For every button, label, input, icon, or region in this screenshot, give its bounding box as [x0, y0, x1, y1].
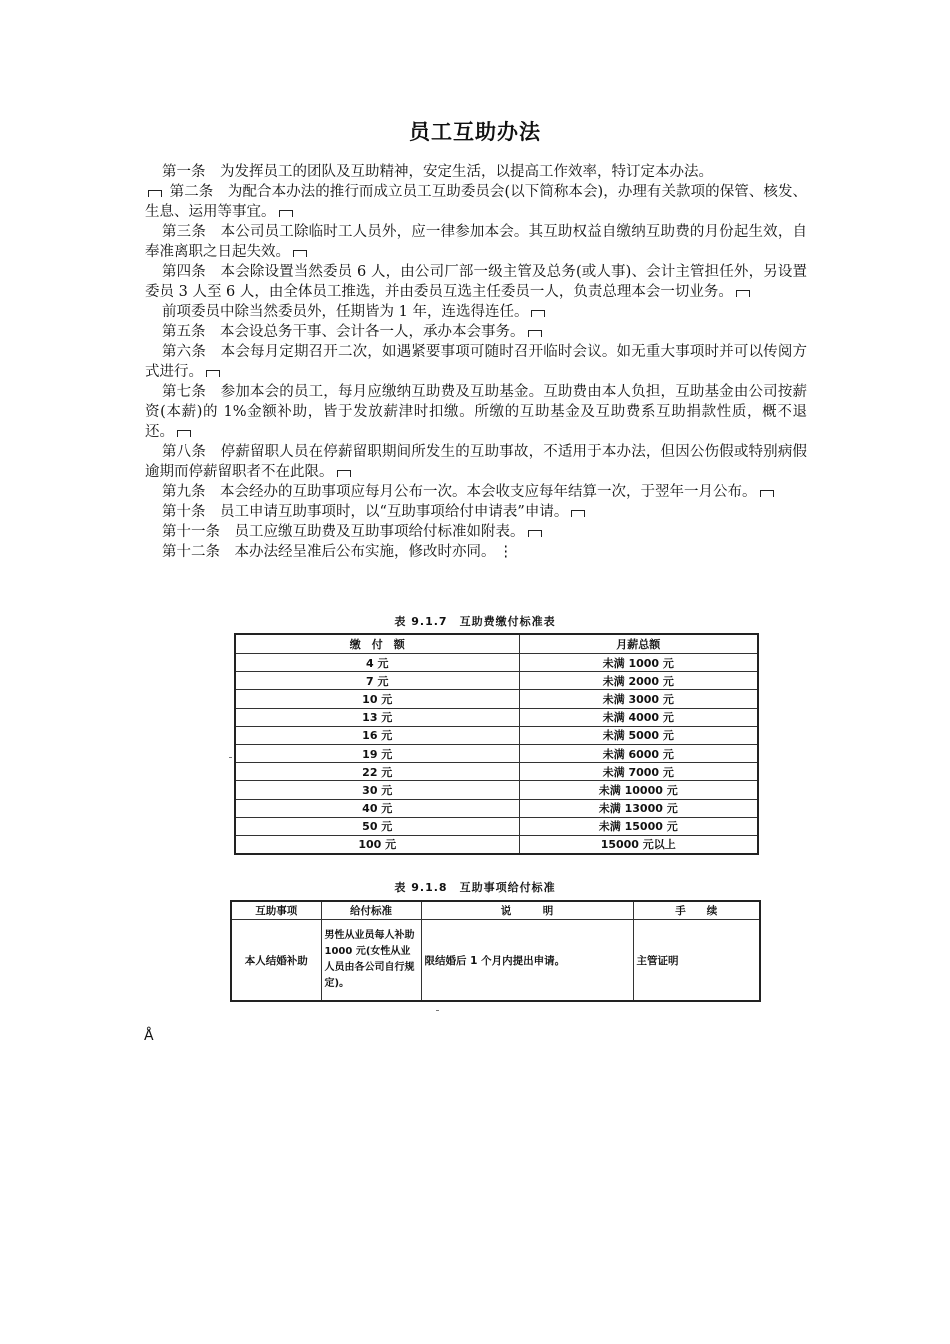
contribution-standard-table [234, 633, 759, 855]
benefit-standard-table [230, 900, 761, 1002]
article-1: 第一条 为发挥员工的团队及互助精神，安定生活，以提高工作效率，特订定本办法。 [162, 164, 713, 180]
article-body [145, 162, 807, 562]
table-cell: 未满 15000 元 [519, 817, 758, 835]
article-10: 第十条 员工申请互助事项时，以“互助事项给付申请表”申请。 [145, 502, 807, 522]
paragraph-mark-icon [177, 430, 191, 437]
paragraph-mark-icon [528, 330, 542, 337]
article-9: 第九条 本会经办的互助事项应每月公布一次。本会收支应每年结算一次，于翌年一月公布。 [145, 482, 807, 502]
article-4-term: 前项委员中除当然委员外，任期皆为 1 年，连选得连任。 [145, 302, 807, 322]
table-row [235, 654, 758, 672]
table-row [235, 690, 758, 708]
table-cell: 未满 5000 元 [519, 726, 758, 744]
table-cell: 未满 4000 元 [519, 708, 758, 726]
scan-speck [436, 1010, 439, 1011]
table-row [235, 817, 758, 835]
table-cell: 未满 6000 元 [519, 744, 758, 762]
table-cell: 19 元 [235, 744, 519, 762]
column-header: 缴 付 额 [235, 634, 519, 654]
table-cell: 未满 1000 元 [519, 654, 758, 672]
paragraph-mark-icon [528, 530, 542, 537]
table-row [235, 799, 758, 817]
article-7: 第七条 参加本会的员工，每月应缴纳互助费及互助基金。互助费由本人负担，互助基金由公司按薪资(本薪)的 1%金额补助，皆于发放薪津时扣缴。所缴的互助基金及互助费系互助捐款性质，概不退还。 [145, 384, 807, 440]
table-cell: 未满 10000 元 [519, 781, 758, 799]
table-row [235, 708, 758, 726]
column-header: 说 明 [421, 901, 633, 920]
table-cell: 13 元 [235, 708, 519, 726]
benefit-note-cell: 限结婚后 1 个月内提出申请。 [421, 920, 633, 1002]
table-cell: 16 元 [235, 726, 519, 744]
article-8: 第八条 停薪留职人员在停薪留职期间所发生的互助事故，不适用于本办法，但因公伤假或特别病假逾期而停薪留职者不在此限。 [145, 444, 807, 480]
vertical-ellipsis-icon: ⋮ [498, 544, 513, 560]
column-header: 互助事项 [231, 901, 321, 920]
table-cell: 50 元 [235, 817, 519, 835]
table-cell: 未满 2000 元 [519, 672, 758, 690]
paragraph-mark-icon [760, 490, 774, 497]
article-5: 第五条 本会设总务干事、会计各一人，承办本会事务。 [145, 322, 807, 342]
column-header: 月薪总额 [519, 634, 758, 654]
paragraph-mark-icon [206, 370, 220, 377]
paragraph-mark-icon [148, 190, 162, 197]
table-cell: 4 元 [235, 654, 519, 672]
table-row [235, 781, 758, 799]
table-cell: 100 元 [235, 835, 519, 854]
table-row [231, 920, 760, 1002]
article-11: 第十一条 员工应缴互助费及互助事项给付标准如附表。 [145, 522, 807, 542]
table-header-row [231, 901, 760, 920]
article-12: 第十二条 本办法经呈准后公布实施，修改时亦同。 ⋮ [162, 544, 513, 560]
table-row [235, 672, 758, 690]
table2-caption: 表 9.1.8 互助事项给付标准 [394, 881, 556, 894]
benefit-procedure-cell: 主管证明 [633, 920, 760, 1002]
table-cell: 30 元 [235, 781, 519, 799]
paragraph-mark-icon [337, 470, 351, 477]
table-row [235, 763, 758, 781]
benefit-standard-cell: 男性从业员每人补助 1000 元(女性从业人员由各公司自行规定)。 [321, 920, 421, 1002]
table-cell: 未满 13000 元 [519, 799, 758, 817]
paragraph-mark-icon [293, 250, 307, 257]
scan-speck [229, 757, 232, 758]
document-title: 员工互助办法 [409, 119, 541, 144]
table-cell: 未满 3000 元 [519, 690, 758, 708]
table-cell: 15000 元以上 [519, 835, 758, 854]
table-header-row [235, 634, 758, 654]
column-header: 手 续 [633, 901, 760, 920]
table-cell: 22 元 [235, 763, 519, 781]
table-cell: 10 元 [235, 690, 519, 708]
article-2: 第二条 为配合本办法的推行而成立员工互助委员会(以下简称本会)，办理有关款项的保管、核发、生息、运用等事宜。 [145, 184, 808, 220]
benefit-item-cell: 本人结婚补助 [231, 920, 321, 1002]
paragraph-mark-icon [279, 210, 293, 217]
table-row [235, 835, 758, 854]
table-row [235, 726, 758, 744]
paragraph-mark-icon [531, 310, 545, 317]
article-3: 第三条 本公司员工除临时工人员外，应一律参加本会。其互助权益自缴纳互助费的月份起生效，自奉准离职之日起失效。 [145, 224, 807, 260]
table-cell: 40 元 [235, 799, 519, 817]
article-6: 第六条 本会每月定期召开二次，如遇紧要事项可随时召开临时会议。如无重大事项时并可以传阅方式进行。 [145, 344, 807, 380]
table-cell: 7 元 [235, 672, 519, 690]
paragraph-mark-icon [736, 290, 750, 297]
article-4: 第四条 本会除设置当然委员 6 人，由公司厂部一级主管及总务(或人事)、会计主管担任外，另设置委员 3 人至 6 人，由全体员工推选，并由委员互选主任委员一人，负责总理本会一切业务。 [145, 264, 807, 300]
paragraph-mark-icon [571, 510, 585, 517]
column-header: 给付标准 [321, 901, 421, 920]
table-row [235, 744, 758, 762]
table1-caption: 表 9.1.7 互助费缴付标准表 [394, 615, 556, 628]
footer-mark: Å [144, 1028, 154, 1044]
table-cell: 未满 7000 元 [519, 763, 758, 781]
